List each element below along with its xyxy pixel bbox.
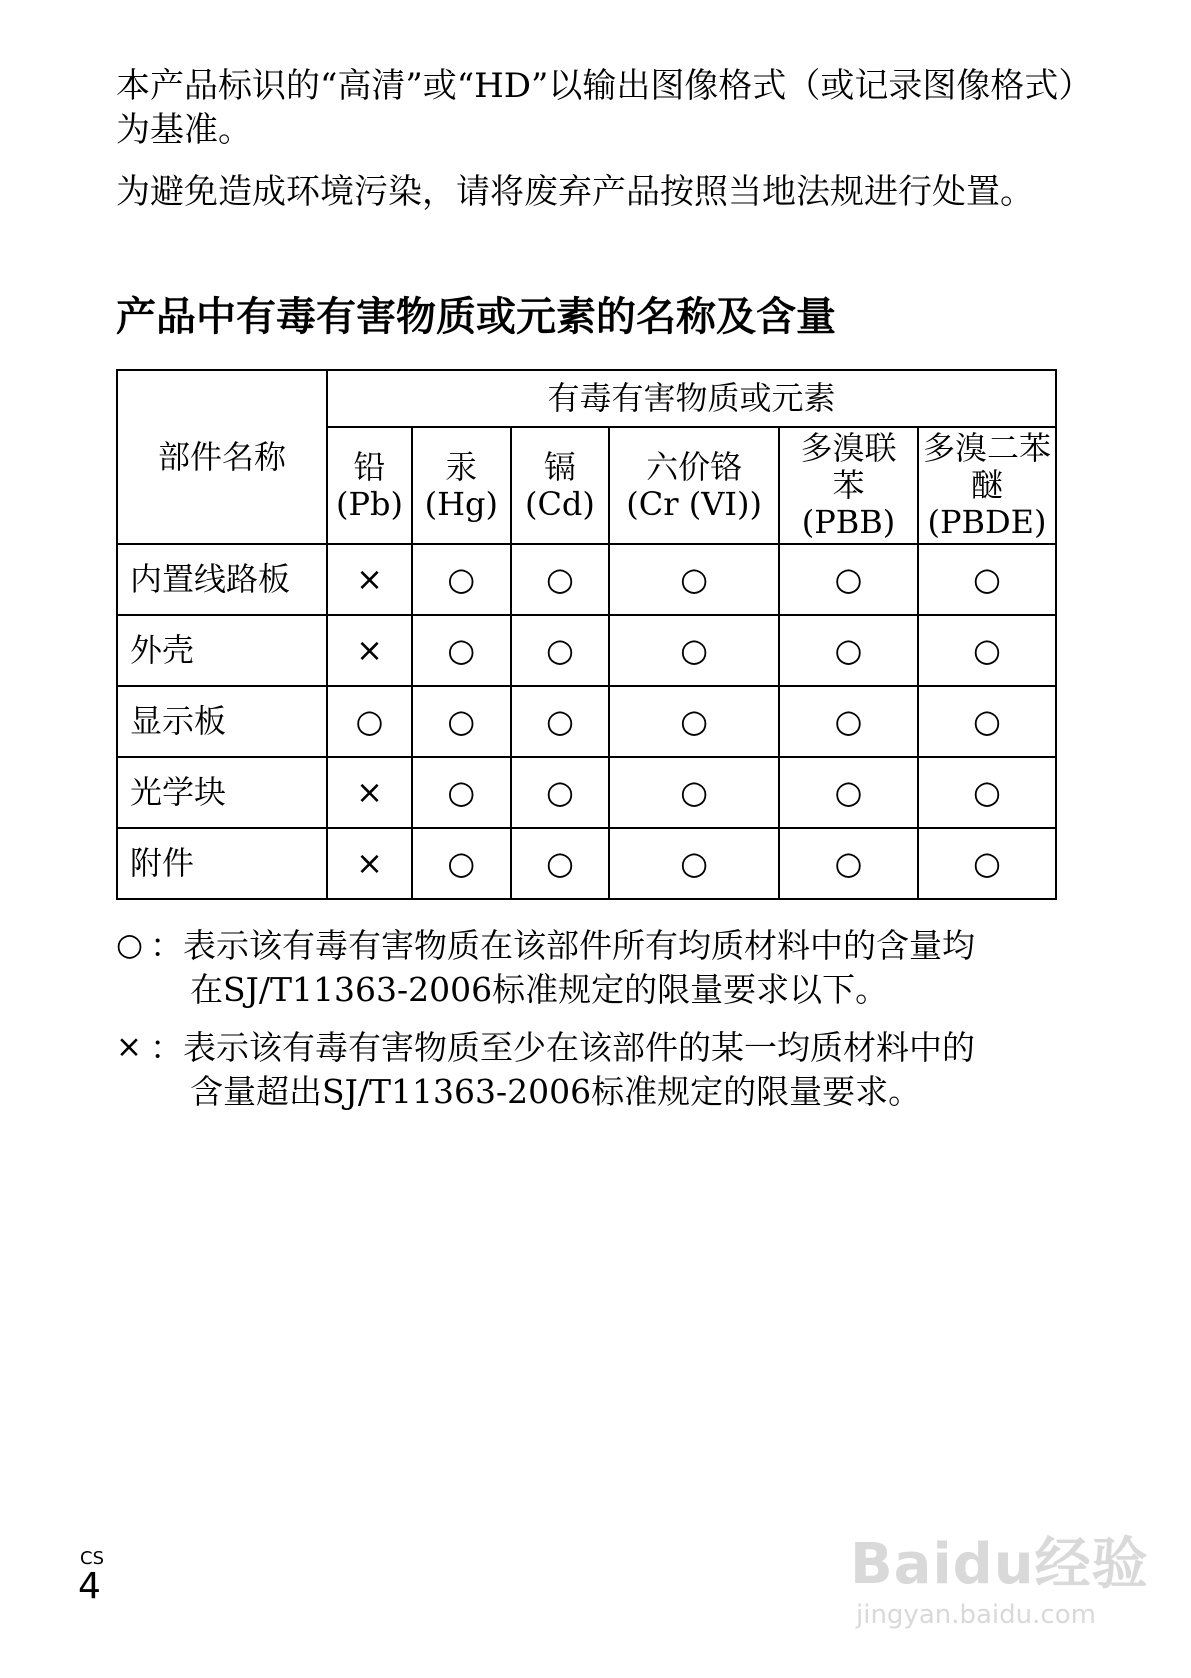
element-symbol: (PBDE) <box>927 503 1047 541</box>
substance-mark: × <box>327 544 412 615</box>
element-name: 镉 <box>543 447 576 486</box>
substance-mark: ○ <box>412 828 511 899</box>
substance-mark: ○ <box>779 686 918 757</box>
table-row <box>117 544 1056 615</box>
element-symbol: (PBB) <box>801 503 896 541</box>
element-name: 铅 <box>353 447 386 486</box>
substance-mark: ○ <box>511 615 610 686</box>
language-code: CS <box>80 1548 104 1569</box>
element-name: 多溴二苯醚 <box>922 429 1051 504</box>
substance-mark: ○ <box>511 828 610 899</box>
element-header-cr6 <box>609 427 779 544</box>
table-row <box>117 828 1056 899</box>
element-name: 汞 <box>445 447 478 486</box>
note-text-line2: 在SJ/T11363-2006标准规定的限量要求以下。 <box>190 970 889 1009</box>
substance-mark: ○ <box>779 615 918 686</box>
watermark-logo: Baidu经验 <box>850 1532 1149 1597</box>
substance-mark: ○ <box>918 544 1056 615</box>
section-heading: 产品中有毒有害物质或元素的名称及含量 <box>116 294 836 340</box>
note-text-line1: ：表示该有毒有害物质至少在该部件的某一均质材料中的 <box>150 1028 975 1067</box>
part-name: 显示板 <box>117 686 327 757</box>
substance-mark: ○ <box>412 544 511 615</box>
substance-mark: ○ <box>609 757 779 828</box>
substance-mark: ○ <box>511 757 610 828</box>
element-header-cd <box>511 427 610 544</box>
part-name: 外壳 <box>117 615 327 686</box>
substance-group-header: 有毒有害物质或元素 <box>327 370 1056 427</box>
watermark-url: jingyan.baidu.com <box>856 1600 1096 1630</box>
element-symbol: (Cr (VI)) <box>626 484 762 523</box>
part-name: 附件 <box>117 828 327 899</box>
part-name: 内置线路板 <box>117 544 327 615</box>
table-row <box>117 615 1056 686</box>
substance-mark: ○ <box>918 615 1056 686</box>
circle-icon: ○ <box>116 927 144 963</box>
page-number: 4 <box>78 1566 101 1607</box>
note-text-line1: ：表示该有毒有害物质在该部件所有均质材料中的含量均 <box>150 926 975 965</box>
element-header-hg <box>412 427 511 544</box>
substance-mark: ○ <box>779 757 918 828</box>
part-name: 光学块 <box>117 757 327 828</box>
hazardous-substance-table <box>116 369 1057 900</box>
substance-mark: × <box>327 615 412 686</box>
substance-mark: ○ <box>779 544 918 615</box>
substance-mark: ○ <box>779 828 918 899</box>
element-symbol: (Cd) <box>524 484 595 523</box>
substance-mark: ○ <box>412 615 511 686</box>
substance-mark: ○ <box>609 615 779 686</box>
substance-mark: ○ <box>412 686 511 757</box>
cross-icon: × <box>116 1029 142 1065</box>
substance-mark: ○ <box>609 544 779 615</box>
paragraph-hd-standard: 本产品标识的“高清”或“HD”以输出图像格式（或记录图像格式）为基准。 <box>116 66 1076 150</box>
paragraph-disposal: 为避免造成环境污染，请将废弃产品按照当地法规进行处置。 <box>116 172 1034 212</box>
table-row <box>117 686 1056 757</box>
substance-mark: ○ <box>609 828 779 899</box>
substance-mark: × <box>327 757 412 828</box>
watermark <box>850 1500 1150 1650</box>
element-name: 六价铬 <box>646 447 743 486</box>
element-name: 多溴联苯 <box>800 429 897 504</box>
substance-mark: ○ <box>511 544 610 615</box>
element-symbol: (Hg) <box>424 484 498 523</box>
substance-mark: ○ <box>511 686 610 757</box>
table-row <box>117 757 1056 828</box>
substance-mark: ○ <box>918 686 1056 757</box>
element-header-pbb <box>779 427 918 544</box>
substance-mark: × <box>327 828 412 899</box>
substance-mark: ○ <box>412 757 511 828</box>
substance-mark: ○ <box>327 686 412 757</box>
note-text-line2: 含量超出SJ/T11363-2006标准规定的限量要求。 <box>190 1072 922 1111</box>
substance-mark: ○ <box>918 828 1056 899</box>
element-symbol: (Pb) <box>336 484 403 523</box>
element-header-pb <box>327 427 412 544</box>
element-header-pbde <box>918 427 1056 544</box>
substance-mark: ○ <box>918 757 1056 828</box>
substance-mark: ○ <box>609 686 779 757</box>
part-name-header: 部件名称 <box>117 370 327 544</box>
